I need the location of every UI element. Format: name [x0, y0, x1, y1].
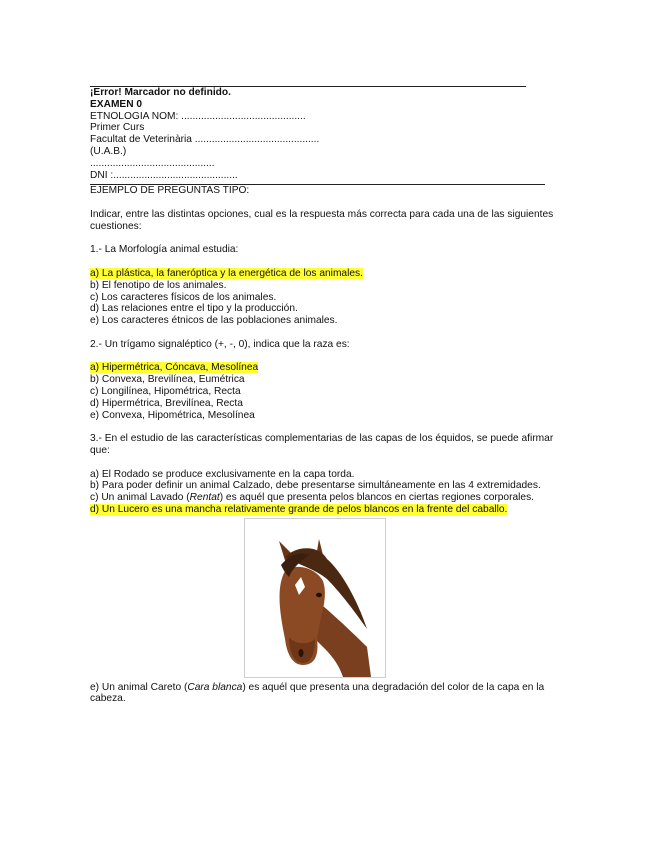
q1-option-e: e) Los caracteres étnicos de las poblaciones animales. [90, 315, 338, 327]
q1-option-d: d) Las relaciones entre el tipo y la producción. [90, 303, 298, 315]
dni-line: DNI :............................................ [90, 169, 238, 181]
question-1-prompt: 1.- La Morfología animal estudia: [90, 244, 239, 256]
q3-option-d [90, 504, 570, 516]
q1-option-c: c) Los caracteres físicos de los animales. [90, 291, 277, 303]
q1-option-a [90, 268, 570, 280]
faculty-line: Facultat de Veterinària ............................................ [90, 134, 320, 146]
q3-option-c [90, 492, 570, 504]
q1-option-a-text: a) La plástica, la faneróptica y la energética de los animales. [90, 267, 363, 279]
dots-line: ............................................ [90, 157, 215, 169]
q3-option-d-text: d) Un Lucero es una mancha relativamente grande de pelos blancos en la frente del caballo. [90, 503, 508, 515]
q3-option-c-italic: Rentat [189, 492, 220, 504]
q1-option-b: b) El fenotipo de los animales. [90, 279, 227, 291]
exam-content [90, 74, 570, 705]
q2-option-d: d) Hipermétrica, Brevilínea, Recta [90, 397, 243, 409]
instructions: Indicar, entre las distintas opciones, cual es la respuesta más correcta para cada una de las siguientes cuestiones: [90, 208, 554, 232]
q2-option-a-text: a) Hipermétrica, Cóncava, Mesolínea [90, 362, 259, 374]
question-3-prompt: 3.- En el estudio de las características complementarias de las capas de los équidos, se puede afirmar que: [90, 433, 554, 456]
q3-option-e-post: ) es aquél que presenta una degradación del color de la capa en la cabeza. [90, 681, 545, 705]
q3-option-b: b) Para poder definir un animal Calzado, debe presentarse simultáneamente en las 4 extremidades. [90, 480, 541, 492]
q3-option-c-pre: c) Un animal Lavado ( [90, 492, 190, 504]
q3-option-e-italic: Cara blanca [187, 681, 243, 693]
q3-option-e [90, 682, 570, 706]
q2-option-e: e) Convexa, Hipométrica, Mesolínea [90, 409, 255, 421]
top-rule [90, 74, 526, 87]
name-line: ETNOLOGIA NOM: ............................................ [90, 110, 306, 122]
horse-head-figure [244, 518, 386, 678]
exam-title: EXAMEN 0 [90, 98, 143, 110]
q2-option-b: b) Convexa, Brevilínea, Eumétrica [90, 374, 245, 386]
horse-head-illustration [245, 519, 385, 677]
q3-option-c-post: ) es aquél que presenta pelos blancos en ciertas regiones corporales. [219, 492, 534, 504]
q2-option-c: c) Longilínea, Hipométrica, Recta [90, 385, 241, 397]
section-title: EJEMPLO DE PREGUNTAS TIPO: [90, 185, 250, 197]
q3-option-a: a) El Rodado se produce exclusivamente en la capa torda. [90, 468, 355, 480]
course-line: Primer Curs [90, 122, 145, 134]
error-line: ¡Error! Marcador no definido. [90, 87, 231, 98]
q2-option-a [90, 362, 570, 374]
q3-option-e-pre: e) Un animal Careto ( [90, 681, 188, 693]
question-2-prompt: 2.- Un trígamo signaléptico (+, -, 0), indica que la raza es: [90, 338, 350, 350]
university-line: (U.A.B.) [90, 145, 127, 157]
